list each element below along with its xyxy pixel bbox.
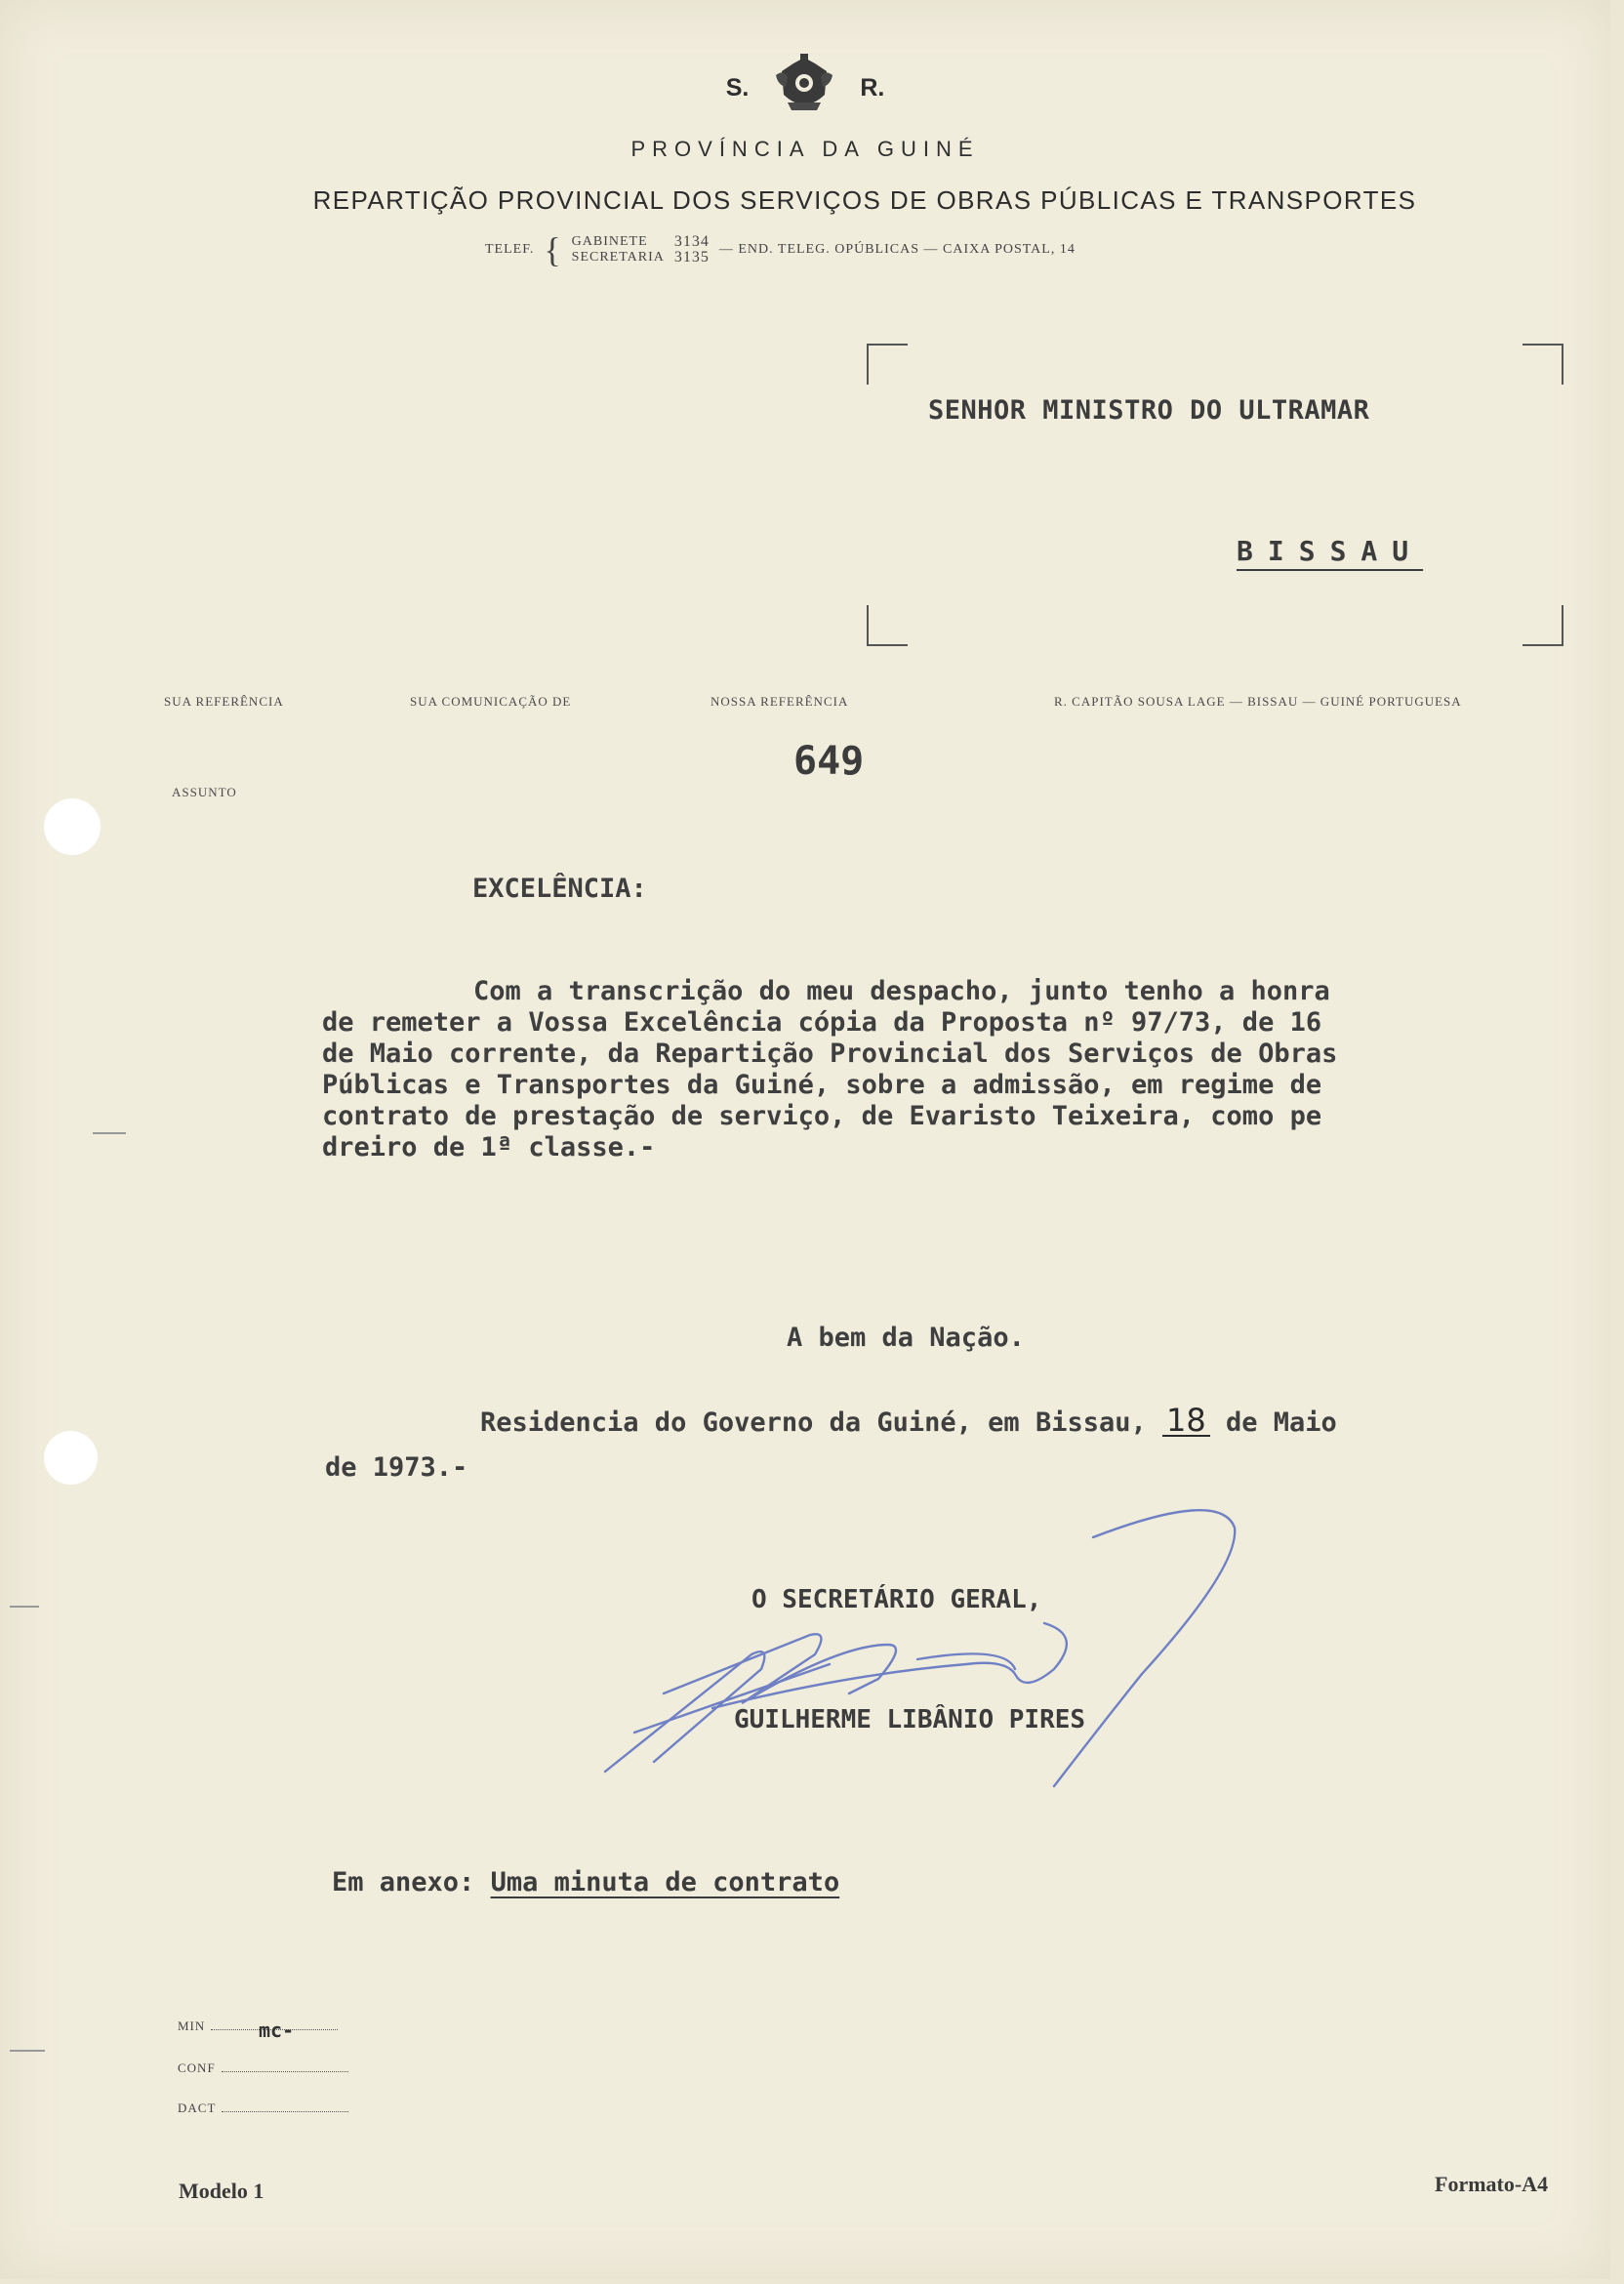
reference-number: 649: [793, 739, 865, 784]
letter-body: [322, 976, 1552, 1163]
salutation: EXCELÊNCIA:: [472, 874, 647, 904]
telegraph-and-postal: — END. TELEG. OPÚBLICAS — CAIXA POSTAL, 14: [718, 242, 1076, 257]
body-line: contrato de prestação de serviço, de Evaristo Teixeira, como pe: [322, 1101, 1322, 1131]
signatory-name: GUILHERME LIBÂNIO PIRES: [734, 1705, 1086, 1734]
address-frame-corner: [867, 605, 908, 646]
phone-office-1: GABINETE: [571, 234, 648, 249]
coat-of-arms-icon: [774, 54, 834, 123]
body-line: dreiro de 1ª classe.-: [322, 1132, 656, 1162]
province-heading: PROVÍNCIA DA GUINÉ: [630, 137, 980, 161]
handwritten-day: 18: [1162, 1406, 1210, 1437]
place-text: Residencia do Governo da Guiné, em Bissau,: [480, 1407, 1147, 1438]
control-label-dact: DACT: [178, 2100, 217, 2115]
seal-letter-right: R.: [860, 74, 885, 102]
paper-format: Formato-A4: [1435, 2172, 1549, 2196]
body-line: de remeter a Vossa Excelência cópia da Proposta nº 97/73, de 16: [322, 1007, 1322, 1038]
closing-phrase: A bem da Nação.: [787, 1323, 1025, 1353]
office-address: R. CAPITÃO SOUSA LAGE — BISSAU — GUINÉ PORTUGUESA: [1054, 694, 1462, 709]
month-text: de Maio: [1225, 1407, 1337, 1438]
department-heading: REPARTIÇÃO PROVINCIAL DOS SERVIÇOS DE OBRAS PÚBLICAS E TRANSPORTES: [312, 185, 1417, 215]
place-and-date: [480, 1402, 1337, 1439]
brace-icon: {: [544, 230, 562, 269]
min-initials: mc-: [259, 2019, 295, 2042]
label-sua-referencia: SUA REFERÊNCIA: [164, 694, 284, 709]
body-line: Com a transcrição do meu despacho, junto tenho a honra: [473, 976, 1330, 1006]
header-seal-row: [0, 54, 1610, 123]
label-sua-comunicacao: SUA COMUNICAÇÃO DE: [410, 694, 572, 709]
punch-hole: [44, 1431, 98, 1485]
addressee-name: SENHOR MINISTRO DO ULTRAMAR: [928, 395, 1370, 426]
telef-label: TELEF.: [485, 242, 535, 257]
body-line: de Maio corrente, da Repartição Provincial dos Serviços de Obras: [322, 1039, 1338, 1069]
label-nossa-referencia: NOSSA REFERÊNCIA: [710, 694, 849, 709]
control-label-min: MIN: [178, 2019, 206, 2033]
phone-number-1: 3134: [673, 233, 710, 250]
phone-offices: [572, 234, 665, 265]
fold-mark: [10, 1606, 39, 1608]
signatory-title: O SECRETÁRIO GERAL,: [751, 1585, 1042, 1614]
control-field-conf: [178, 2060, 348, 2076]
label-assunto: ASSUNTO: [172, 785, 237, 799]
fold-mark: [10, 2050, 45, 2052]
punch-hole: [44, 798, 101, 855]
body-line: Públicas e Transportes da Guiné, sobre a admissão, em regime de: [322, 1070, 1322, 1100]
annex-item: Uma minuta de contrato: [490, 1867, 840, 1897]
control-field-dact: [178, 2100, 348, 2116]
address-frame-corner: [867, 344, 908, 385]
address-frame-corner: [1522, 344, 1563, 385]
addressee-city: BISSAU: [1237, 535, 1424, 567]
phone-office-2: SECRETARIA: [571, 250, 665, 265]
address-frame-corner: [1522, 605, 1563, 646]
contact-line: [485, 230, 1076, 269]
phone-number-2: 3135: [673, 249, 710, 265]
form-model: Modelo 1: [179, 2179, 264, 2203]
annex-label: Em anexo:: [332, 1867, 475, 1897]
handwritten-signature: [595, 1498, 1259, 1806]
seal-letter-left: S.: [725, 74, 750, 102]
fold-mark: [93, 1132, 126, 1134]
control-label-conf: CONF: [178, 2060, 216, 2075]
annex-line: [332, 1867, 839, 1897]
phone-numbers: [674, 234, 710, 265]
year-line: de 1973.-: [325, 1452, 468, 1483]
